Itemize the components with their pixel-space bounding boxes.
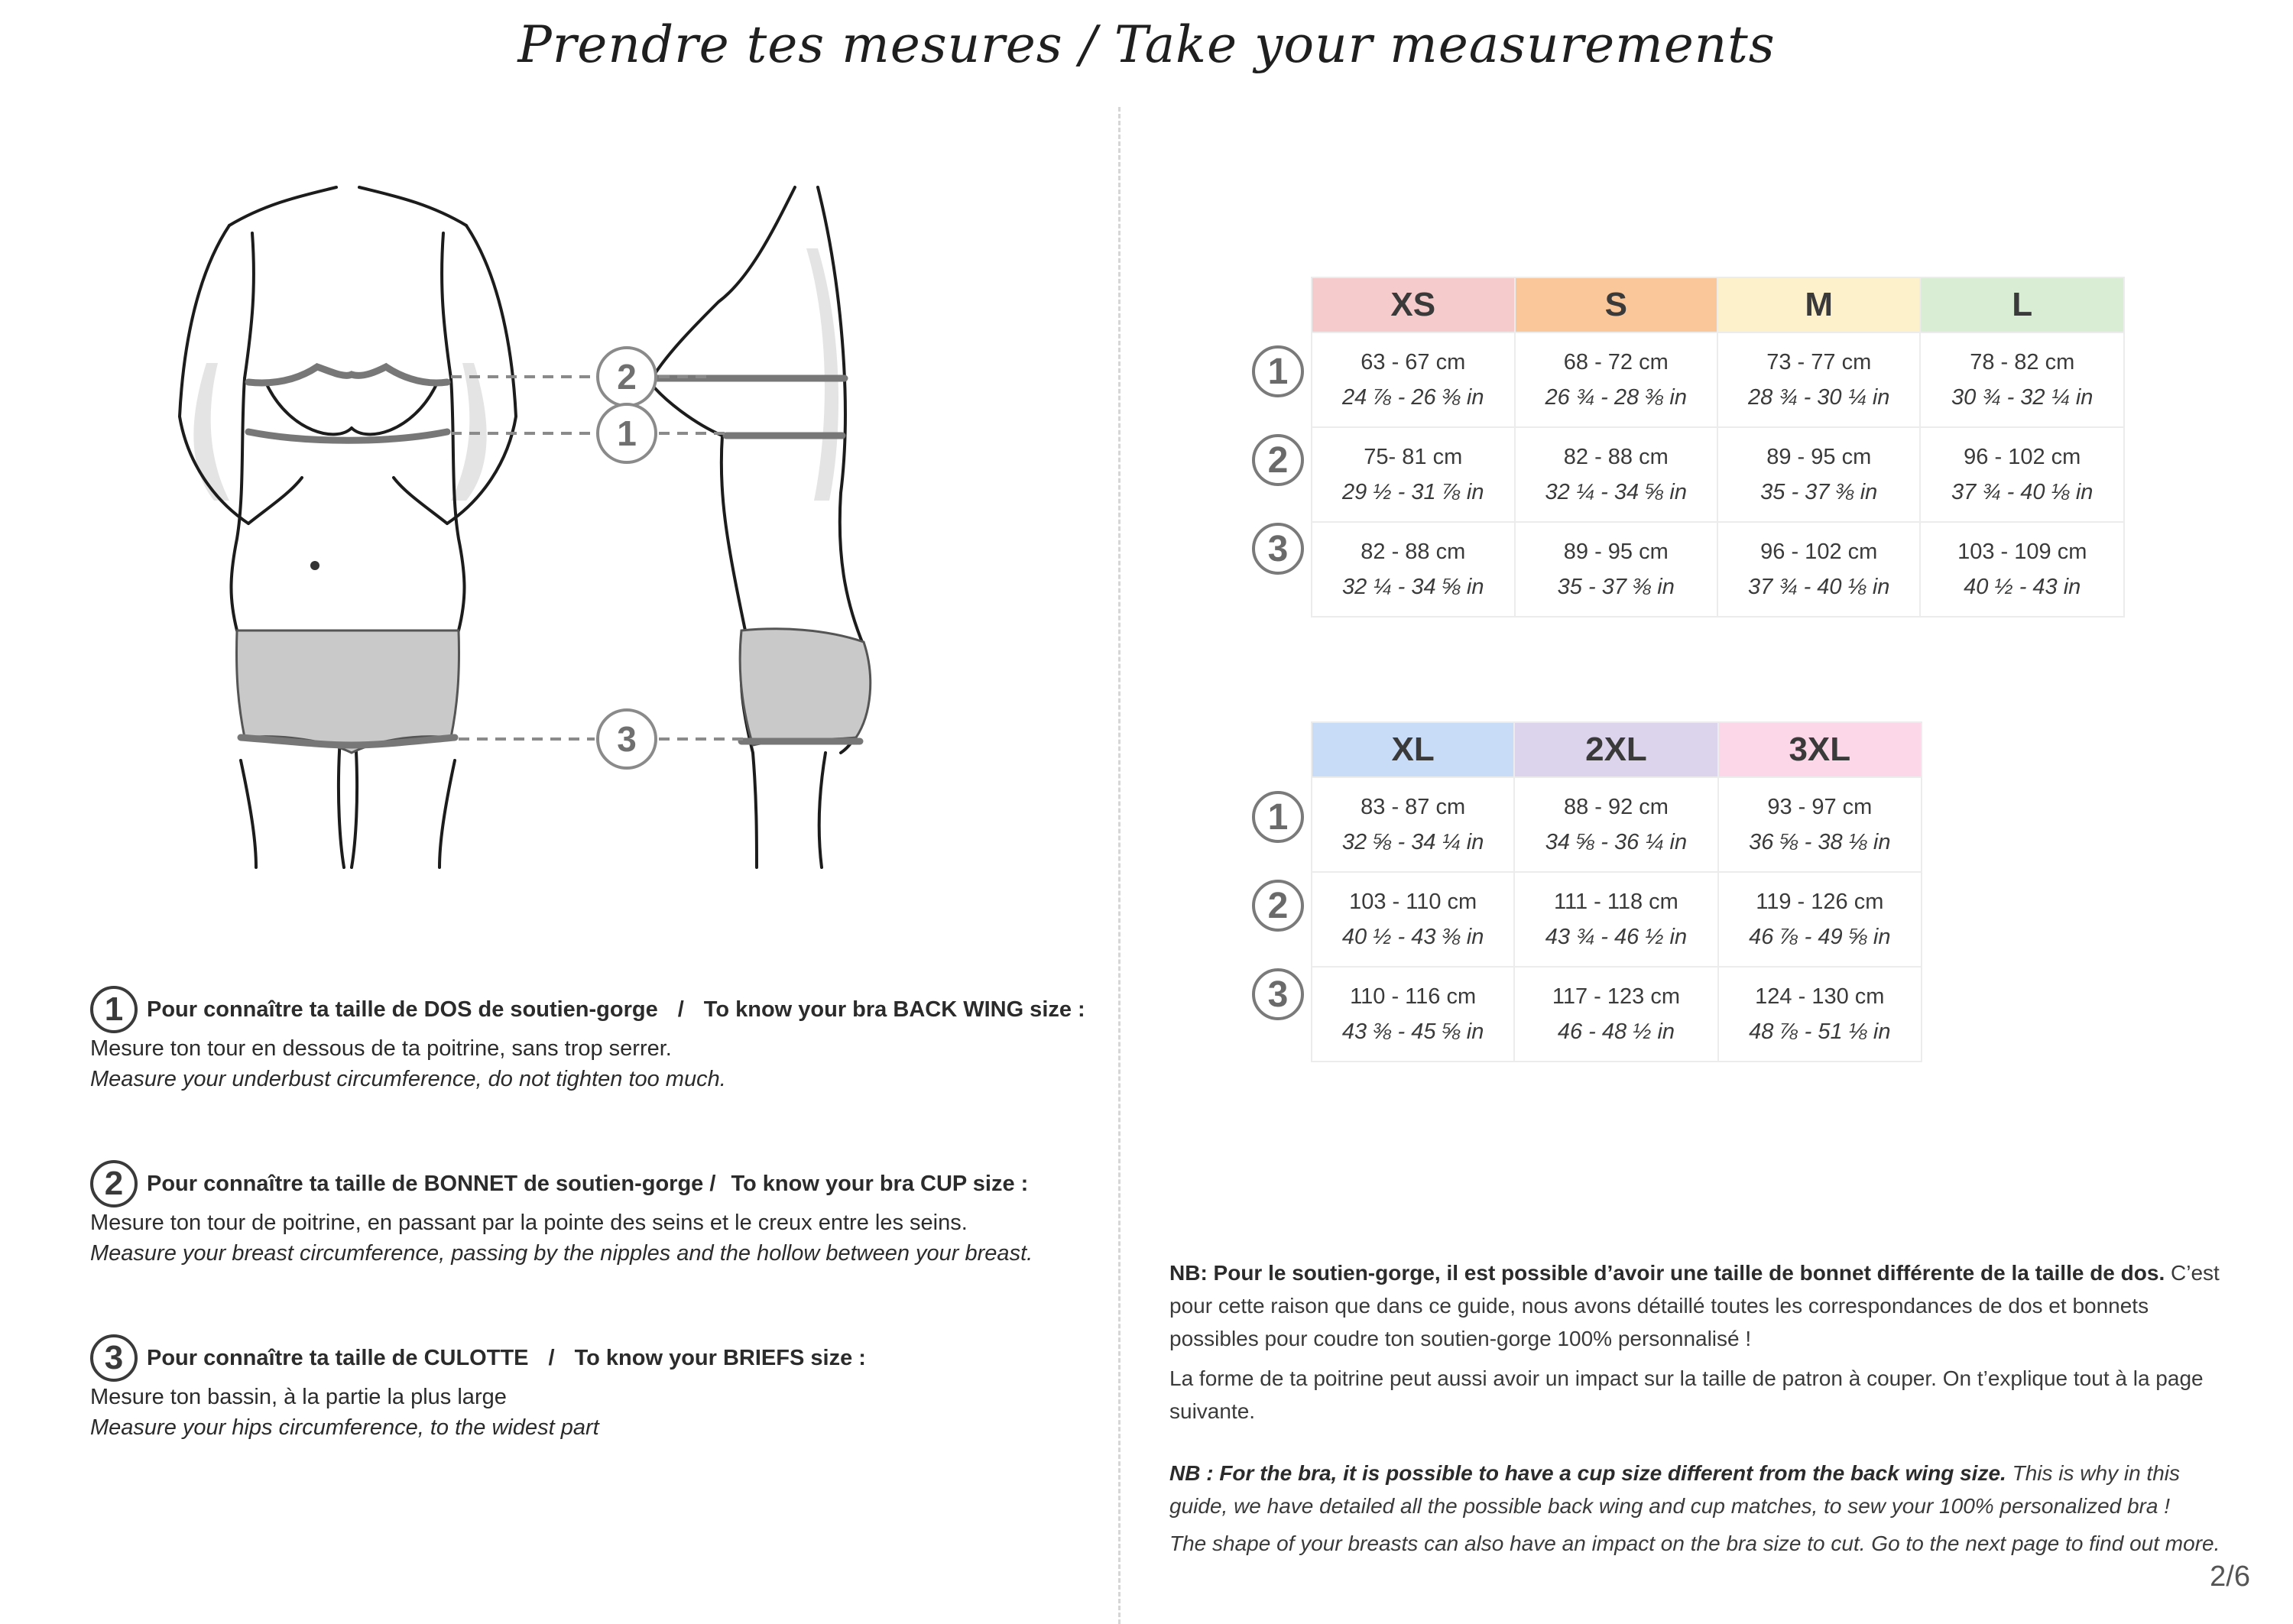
figure-label-1	[598, 404, 656, 462]
page-number: 2/6	[2210, 1561, 2250, 1593]
instruction-3	[90, 1334, 1084, 1443]
instruction-1-text-en: Measure your underbust circumference, do not tighten too much.	[90, 1067, 726, 1091]
table1-row-label-1: 1	[1252, 345, 1304, 397]
table1-cell: 89 - 95 cm 35 - 37 ⅜ in	[1515, 522, 1717, 617]
instruction-3-heading-fr: Pour connaître ta taille de CULOTTE	[147, 1345, 529, 1370]
table1-header-l: L	[1920, 277, 2124, 332]
instruction-2-heading	[90, 1160, 1084, 1207]
table2-row-label-3: 3	[1252, 968, 1304, 1020]
table1-cell: 68 - 72 cm 26 ¾ - 28 ⅜ in	[1515, 332, 1717, 427]
center-divider	[1118, 107, 1121, 1624]
table2-row-3	[1312, 967, 1922, 1062]
instruction-3-heading	[90, 1334, 1084, 1382]
instruction-2-text-fr: Mesure ton tour de poitrine, en passant par la pointe des seins et le creux entre les seins.	[90, 1211, 968, 1235]
instruction-1-heading-fr: Pour connaître ta taille de DOS de soutien-gorge	[147, 997, 658, 1022]
table1-cell: 63 - 67 cm 24 ⅞ - 26 ⅜ in	[1312, 332, 1515, 427]
table1-cell: 89 - 95 cm 35 - 37 ⅜ in	[1717, 427, 1921, 522]
measurement-illustration	[115, 172, 1032, 875]
note-en-shape: The shape of your breasts can also have an impact on the bra size to cut. Go to the next page to find out more.	[1169, 1532, 2220, 1555]
table2-row-label-2: 2	[1252, 880, 1304, 932]
page-title: Prendre tes mesures / Take your measurements	[517, 15, 1776, 74]
note-en-bold: NB : For the bra, it is possible to have a cup size different from the back wing size.	[1169, 1461, 2006, 1485]
size-table-2	[1311, 721, 1922, 1062]
instruction-1-number: 1	[90, 986, 138, 1033]
table1-cell: 96 - 102 cm 37 ¾ - 40 ⅛ in	[1920, 427, 2124, 522]
svg-text:3: 3	[617, 719, 637, 759]
table2-row-1	[1312, 777, 1922, 872]
instruction-1-text-fr: Mesure ton tour en dessous de ta poitrine, sans trop serrer.	[90, 1036, 672, 1061]
table2-cell: 88 - 92 cm 34 ⅝ - 36 ¼ in	[1514, 777, 1717, 872]
body-figures-illustration	[115, 172, 1032, 875]
instruction-3-number: 3	[90, 1334, 138, 1382]
note-en	[1169, 1457, 2239, 1522]
table1-cell: 75- 81 cm 29 ½ - 31 ⅞ in	[1312, 427, 1515, 522]
table1-cell: 103 - 109 cm 40 ½ - 43 in	[1920, 522, 2124, 617]
table1-cell: 82 - 88 cm 32 ¼ - 34 ⅝ in	[1312, 522, 1515, 617]
table1-cell: 73 - 77 cm 28 ¾ - 30 ¼ in	[1717, 332, 1921, 427]
table2-cell: 103 - 110 cm 40 ½ - 43 ⅜ in	[1312, 872, 1514, 967]
table1-cell: 96 - 102 cm 37 ¾ - 40 ⅛ in	[1717, 522, 1921, 617]
table2-row-label-1: 1	[1252, 791, 1304, 843]
table1-header-xs: XS	[1312, 277, 1515, 332]
note-fr-shape: La forme de ta poitrine peut aussi avoir un impact sur la taille de patron à couper. On t’explique tout à la page suivante.	[1169, 1366, 2204, 1423]
svg-text:1: 1	[617, 413, 637, 453]
instruction-2-heading-fr: Pour connaître ta taille de BONNET de soutien-gorge /	[147, 1171, 716, 1196]
note-en-rest: This is why in this guide, we have detailed all the possible back wing and cup matches, to sew your 100% personalized bra !	[1169, 1461, 2180, 1518]
instruction-2-text-en: Measure your breast circumference, passing by the nipples and the hollow between your breast.	[90, 1241, 1033, 1266]
instruction-1-heading	[90, 986, 1084, 1033]
figure-label-2	[598, 348, 656, 406]
table1-row-3	[1312, 522, 2124, 617]
note-fr	[1169, 1256, 2239, 1355]
instruction-1-heading-en: To know your bra BACK WING size :	[703, 997, 1085, 1022]
note-fr-rest: C’est pour cette raison que dans ce guide, nous avons détaillé toutes les correspondances de dos et bonnets possibles pour coudre ton soutien-gorge 100% personnalisé !	[1169, 1261, 2220, 1350]
instruction-1-separator: /	[677, 997, 684, 1022]
instruction-2	[90, 1160, 1084, 1269]
table1-header-m: M	[1717, 277, 1921, 332]
figure-label-3	[598, 710, 656, 768]
svg-text:2: 2	[617, 357, 637, 397]
table2-cell: 119 - 126 cm 46 ⅞ - 49 ⅝ in	[1718, 872, 1922, 967]
table1-row-1	[1312, 332, 2124, 427]
table2-cell: 111 - 118 cm 43 ¾ - 46 ½ in	[1514, 872, 1717, 967]
table2-row-2	[1312, 872, 1922, 967]
instruction-2-heading-en: To know your bra CUP size :	[731, 1171, 1029, 1196]
table1-header-s: S	[1515, 277, 1717, 332]
table2-header-2xl: 2XL	[1514, 722, 1717, 777]
table2-cell: 124 - 130 cm 48 ⅞ - 51 ⅛ in	[1718, 967, 1922, 1062]
note-fr-bold: NB: Pour le soutien-gorge, il est possible d’avoir une taille de bonnet différente de la taille de dos.	[1169, 1261, 2165, 1285]
instruction-3-heading-en: To know your BRIEFS size :	[574, 1345, 866, 1370]
instruction-3-text-fr: Mesure ton bassin, à la partie la plus large	[90, 1385, 507, 1409]
instruction-1	[90, 986, 1084, 1094]
table2-header-row	[1312, 722, 1922, 777]
instruction-3-separator: /	[548, 1345, 555, 1370]
table2-cell: 117 - 123 cm 46 - 48 ½ in	[1514, 967, 1717, 1062]
table2-header-3xl: 3XL	[1718, 722, 1922, 777]
table2-cell: 83 - 87 cm 32 ⅝ - 34 ¼ in	[1312, 777, 1514, 872]
table2-header-xl: XL	[1312, 722, 1514, 777]
table1-row-2	[1312, 427, 2124, 522]
instruction-3-text-en: Measure your hips circumference, to the widest part	[90, 1415, 599, 1440]
instruction-2-number: 2	[90, 1160, 138, 1207]
table1-row-label-3: 3	[1252, 523, 1304, 575]
table1-row-label-2: 2	[1252, 434, 1304, 486]
size-table-1	[1311, 277, 2125, 618]
table2-cell: 110 - 116 cm 43 ⅜ - 45 ⅝ in	[1312, 967, 1514, 1062]
table1-cell: 82 - 88 cm 32 ¼ - 34 ⅝ in	[1515, 427, 1717, 522]
table2-cell: 93 - 97 cm 36 ⅝ - 38 ⅛ in	[1718, 777, 1922, 872]
table1-header-row	[1312, 277, 2124, 332]
table1-cell: 78 - 82 cm 30 ¾ - 32 ¼ in	[1920, 332, 2124, 427]
